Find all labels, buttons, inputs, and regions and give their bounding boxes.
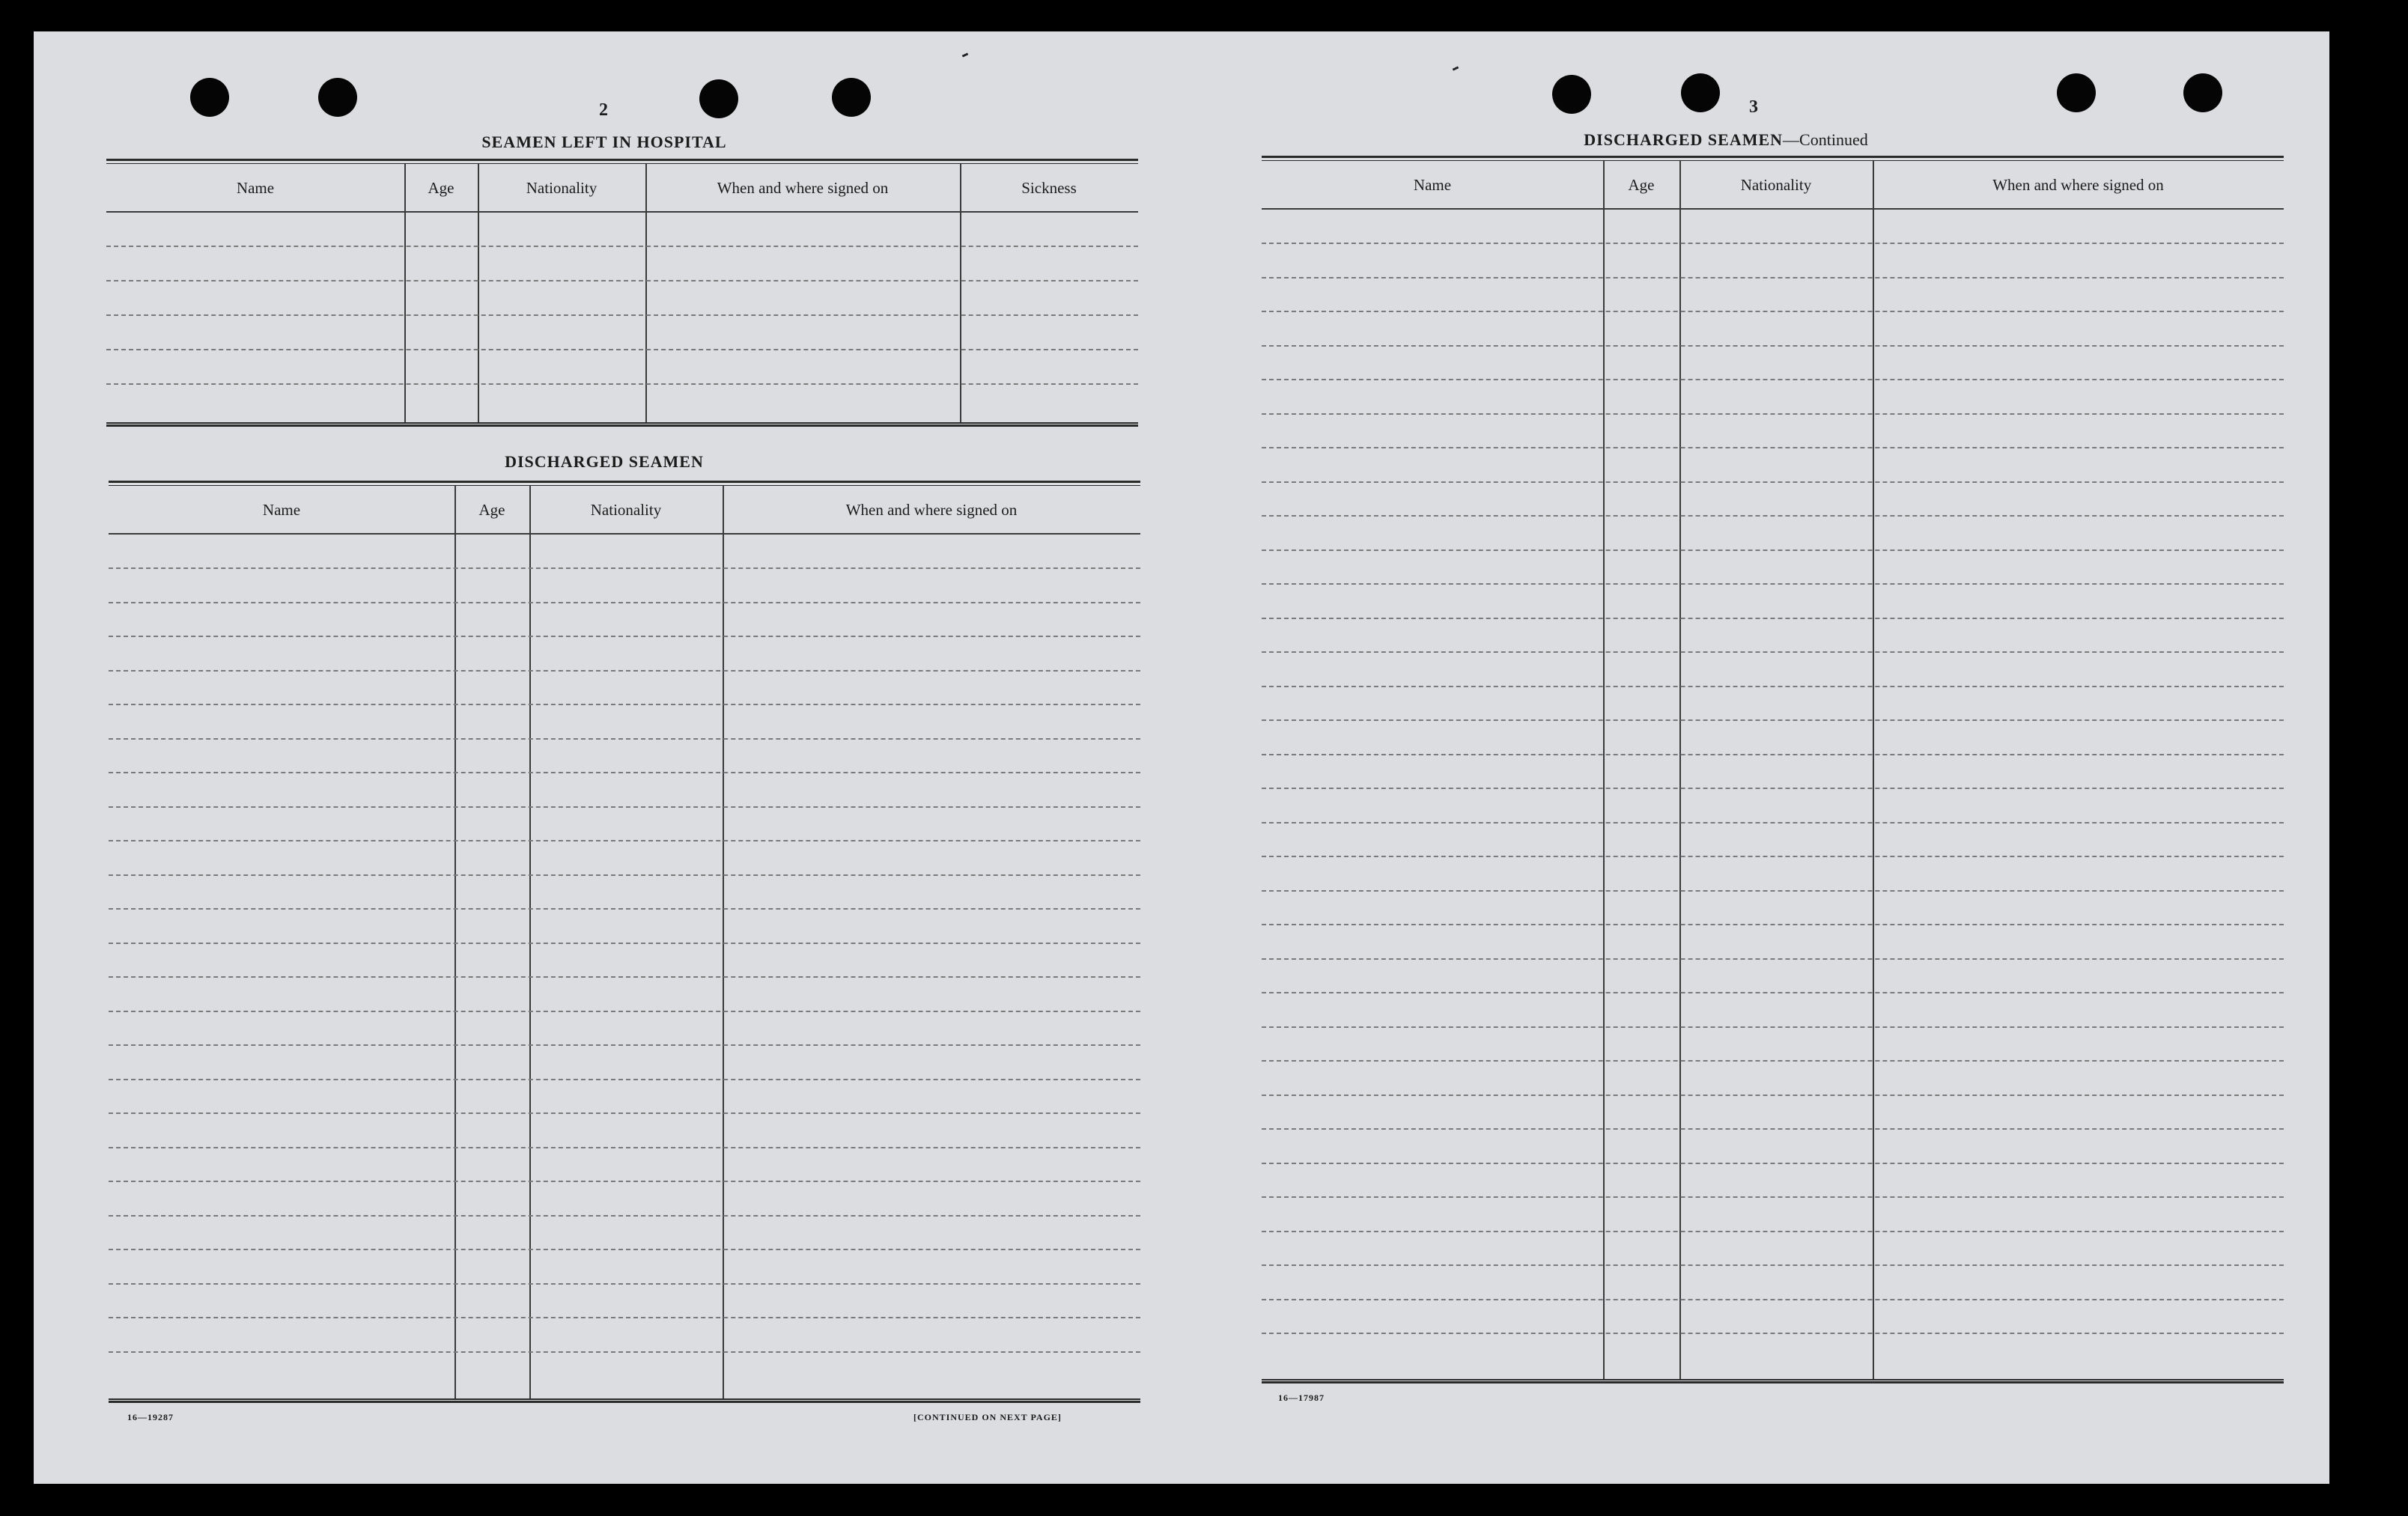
row-line xyxy=(106,246,1138,247)
row-line xyxy=(1262,686,2284,687)
column-header-when-where: When and where signed on xyxy=(845,501,1018,519)
row-line xyxy=(1262,1231,2284,1232)
row-line xyxy=(1262,345,2284,347)
column-header-when-where: When and where signed on xyxy=(717,179,889,197)
row-line xyxy=(109,704,1140,705)
row-line xyxy=(1262,243,2284,244)
row-line xyxy=(109,1351,1140,1353)
hospital-section-title: SEAMEN LEFT IN HOSPITAL xyxy=(481,133,727,151)
discharged-continued-title-main: DISCHARGED SEAMEN xyxy=(1584,130,1784,149)
row-line xyxy=(1262,1333,2284,1334)
column-header-age: Age xyxy=(428,179,454,197)
row-line xyxy=(1262,651,2284,653)
row-line xyxy=(106,349,1138,350)
punch-hole xyxy=(832,78,871,117)
form-number-left: 16—19287 xyxy=(127,1412,174,1422)
column-header-when-where: When and where signed on xyxy=(1992,176,2164,194)
punch-hole xyxy=(190,78,229,117)
row-line xyxy=(109,670,1140,672)
row-line xyxy=(109,1317,1140,1318)
discharged-continued-title-suffix: —Continued xyxy=(1783,130,1868,149)
row-line xyxy=(1262,1026,2284,1028)
row-line xyxy=(1262,754,2284,755)
page-number-right: 3 xyxy=(1749,97,1758,117)
continued-note: [CONTINUED ON NEXT PAGE] xyxy=(913,1412,1062,1422)
header-bottom-rule xyxy=(106,211,1138,213)
row-line xyxy=(109,602,1140,603)
row-line xyxy=(109,1249,1140,1250)
row-line xyxy=(1262,1196,2284,1198)
row-line xyxy=(109,908,1140,910)
row-line xyxy=(109,1215,1140,1217)
column-header-name: Name xyxy=(262,501,301,519)
row-line xyxy=(109,738,1140,740)
ink-speck xyxy=(962,52,969,57)
column-header-name: Name xyxy=(1413,176,1452,194)
punch-hole xyxy=(2183,73,2222,112)
column-header-age: Age xyxy=(478,501,505,519)
row-line xyxy=(109,636,1140,637)
row-line xyxy=(1262,958,2284,960)
ink-speck xyxy=(1453,66,1459,70)
row-line xyxy=(1262,515,2284,517)
column-header-age: Age xyxy=(1628,176,1655,194)
punch-hole xyxy=(318,78,357,117)
column-header-name: Name xyxy=(236,179,275,197)
row-line xyxy=(1262,1299,2284,1300)
table-bottom-rule xyxy=(109,1398,1140,1403)
document-sheet xyxy=(34,31,2329,1484)
column-header-nationality: Nationality xyxy=(526,179,598,197)
punch-hole xyxy=(699,79,738,118)
discharged-continued-title xyxy=(1546,130,1906,150)
row-line xyxy=(1262,1095,2284,1096)
row-line xyxy=(109,1283,1140,1285)
header-bottom-rule xyxy=(109,533,1140,535)
row-line xyxy=(1262,822,2284,824)
row-line xyxy=(109,874,1140,876)
table-bottom-rule xyxy=(106,422,1138,427)
row-line xyxy=(1262,379,2284,380)
row-line xyxy=(1262,447,2284,448)
row-line xyxy=(109,1011,1140,1012)
table-top-rule xyxy=(1262,156,2284,161)
discharged-continued-table xyxy=(1262,156,2284,1379)
row-line xyxy=(109,943,1140,944)
row-line xyxy=(1262,583,2284,585)
column-header-nationality: Nationality xyxy=(1740,176,1812,194)
row-line xyxy=(109,1181,1140,1182)
punch-hole xyxy=(1552,75,1591,114)
row-line xyxy=(1262,1264,2284,1266)
row-line xyxy=(1262,311,2284,312)
table-top-rule xyxy=(106,159,1138,164)
row-line xyxy=(106,314,1138,316)
discharged-table xyxy=(109,481,1140,1398)
row-line xyxy=(1262,890,2284,892)
table-top-rule xyxy=(109,481,1140,486)
row-line xyxy=(109,1147,1140,1148)
row-line xyxy=(109,1044,1140,1046)
row-line xyxy=(1262,788,2284,789)
row-line xyxy=(1262,1128,2284,1130)
page-number-left: 2 xyxy=(599,100,608,120)
discharged-section-title: DISCHARGED SEAMEN xyxy=(505,452,704,471)
column-header-nationality: Nationality xyxy=(590,501,662,519)
row-line xyxy=(1262,413,2284,415)
row-line xyxy=(109,567,1140,569)
row-line xyxy=(1262,481,2284,483)
row-line xyxy=(1262,277,2284,278)
form-number-right: 16—17987 xyxy=(1278,1392,1325,1403)
row-line xyxy=(1262,856,2284,857)
row-line xyxy=(1262,550,2284,551)
punch-hole xyxy=(2057,73,2096,112)
row-line xyxy=(1262,1060,2284,1062)
table-bottom-rule xyxy=(1262,1379,2284,1383)
row-line xyxy=(1262,618,2284,619)
row-line xyxy=(1262,1163,2284,1164)
punch-hole xyxy=(1681,73,1720,112)
row-line xyxy=(109,806,1140,808)
row-line xyxy=(109,976,1140,978)
row-line xyxy=(106,383,1138,385)
row-line xyxy=(109,1079,1140,1080)
row-line xyxy=(1262,992,2284,993)
row-line xyxy=(109,772,1140,773)
hospital-table xyxy=(106,159,1138,422)
row-line xyxy=(109,840,1140,841)
row-line xyxy=(109,1112,1140,1114)
row-line xyxy=(106,280,1138,281)
column-header-sickness: Sickness xyxy=(1021,179,1077,197)
row-line xyxy=(1262,924,2284,925)
row-line xyxy=(1262,719,2284,721)
header-bottom-rule xyxy=(1262,208,2284,210)
